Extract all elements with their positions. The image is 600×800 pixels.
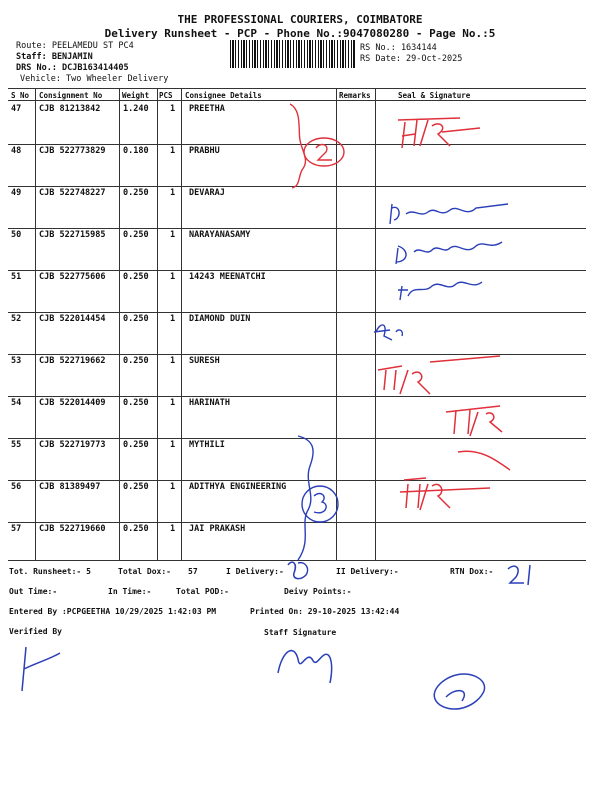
row-consignee: HARINATH: [189, 398, 230, 408]
entered-by: Entered By :PCPGEETHA 10/29/2025 1:42:03 PM: [9, 607, 217, 616]
delivery-points: Deivy Points:-: [284, 587, 352, 596]
row-pcs: 1: [170, 314, 176, 324]
row-consignee: PRABHU: [189, 146, 220, 156]
col-header-weight: Weight: [122, 91, 150, 100]
blue-signature: [374, 204, 508, 340]
row-consignee: NARAYANASAMY: [189, 230, 251, 240]
handwritten-marks: [280, 100, 600, 580]
column-divider: [157, 88, 158, 560]
row-consignment: CJB 522748227: [39, 188, 106, 198]
out-time: Out Time:-: [9, 587, 58, 596]
row-pcs: 1: [170, 104, 176, 114]
row-sno: 49: [11, 188, 22, 198]
printed-on: Printed On: 29-10-2025 13:42:44: [250, 607, 400, 616]
col-header-seal: Seal & Signature: [398, 91, 471, 100]
row-weight: 1.240: [123, 104, 149, 114]
row-weight: 0.250: [123, 398, 149, 408]
row-weight: 0.180: [123, 146, 149, 156]
ii-delivery-label: II Delivery:-: [336, 567, 399, 576]
rs-date: RS Date: 29-Oct-2025: [360, 54, 463, 64]
row-consignee: 14243 MEENATCHI: [189, 272, 266, 282]
row-pcs: 1: [170, 356, 176, 366]
staff-signature: [278, 651, 332, 683]
row-sno: 55: [11, 440, 22, 450]
row-sno: 57: [11, 524, 22, 534]
runsheet-subtitle: Delivery Runsheet - PCP - Phone No.:9047080280 - Page No.:5: [104, 27, 496, 40]
rtn-dox-handwriting: [508, 565, 530, 585]
row-pcs: 1: [170, 188, 176, 198]
row-pcs: 1: [170, 524, 176, 534]
row-weight: 0.250: [123, 272, 149, 282]
row-sno: 47: [11, 104, 22, 114]
row-consignee: DIAMOND DUIN: [189, 314, 251, 324]
blue-bracket-mark: [298, 436, 338, 560]
row-consignee: PREETHA: [189, 104, 225, 114]
row-weight: 0.250: [123, 230, 149, 240]
row-weight: 0.250: [123, 482, 149, 492]
column-divider: [35, 88, 36, 560]
in-time: In Time:-: [108, 587, 152, 596]
row-sno: 54: [11, 398, 22, 408]
red-hr-mark: [398, 118, 480, 148]
row-consignment: CJB 522014409: [39, 398, 106, 408]
row-consignment: CJB 522775606: [39, 272, 106, 282]
drs-number: DRS No.: DCJB163414405: [16, 63, 129, 73]
rs-number: RS No.: 1634144: [360, 43, 437, 53]
row-sno: 48: [11, 146, 22, 156]
col-header-remarks: Remarks: [339, 91, 371, 100]
total-runsheet: Tot. Runsheet:- 5: [9, 567, 91, 576]
verifier-signature: [22, 647, 60, 691]
row-pcs: 1: [170, 230, 176, 240]
row-pcs: 1: [170, 146, 176, 156]
row-consignment: CJB 522715985: [39, 230, 106, 240]
total-dox-label: Total Dox:-: [118, 567, 171, 576]
row-consignee: JAI PRAKASH: [189, 524, 246, 534]
row-consignment: CJB 522014454: [39, 314, 106, 324]
red-bracket-mark: [290, 104, 344, 188]
row-sno: 52: [11, 314, 22, 324]
row-consignment: CJB 522719773: [39, 440, 106, 450]
verified-by: Verified By: [9, 627, 62, 636]
row-pcs: 1: [170, 272, 176, 282]
row-consignment: CJB 522719660: [39, 524, 106, 534]
circled-6-mark: [434, 674, 484, 709]
company-title: THE PROFESSIONAL COURIERS, COIMBATORE: [177, 13, 423, 26]
column-divider: [119, 88, 120, 560]
col-header-sno: S No: [11, 91, 30, 100]
row-consignment: CJB 81213842: [39, 104, 101, 114]
staff-signature-label: Staff Signature: [264, 628, 337, 637]
col-header-consignee: Consignee Details: [185, 91, 262, 100]
i-delivery-label: I Delivery:-: [226, 567, 284, 576]
table-top-border: [8, 88, 586, 89]
rtn-dox-label: RTN Dox:-: [450, 567, 494, 576]
row-consignment: CJB 522719662: [39, 356, 106, 366]
row-sno: 53: [11, 356, 22, 366]
col-header-consignment: Consignment No: [39, 91, 103, 100]
row-weight: 0.250: [123, 188, 149, 198]
row-pcs: 1: [170, 398, 176, 408]
row-weight: 0.250: [123, 440, 149, 450]
row-weight: 0.250: [123, 524, 149, 534]
row-weight: 0.250: [123, 314, 149, 324]
row-consignee: DEVARAJ: [189, 188, 225, 198]
column-divider: [181, 88, 182, 560]
col-header-pcs: PCS: [159, 91, 173, 100]
i-delivery-handwriting: [288, 562, 308, 578]
barcode: [230, 40, 355, 68]
total-pod: Total POD:-: [176, 587, 229, 596]
row-sno: 56: [11, 482, 22, 492]
staff-text: Staff: BENJAMIN: [16, 52, 93, 62]
route-text: Route: PEELAMEDU ST PC4: [16, 41, 134, 51]
row-weight: 0.250: [123, 356, 149, 366]
row-pcs: 1: [170, 440, 176, 450]
row-consignee: SURESH: [189, 356, 220, 366]
vehicle-text: Vehicle: Two Wheeler Delivery: [20, 74, 169, 84]
row-consignment: CJB 81389497: [39, 482, 101, 492]
row-consignment: CJB 522773829: [39, 146, 106, 156]
row-sno: 51: [11, 272, 22, 282]
row-consignee: MYTHILI: [189, 440, 225, 450]
row-consignee: ADITHYA ENGINEERING: [189, 482, 287, 492]
row-pcs: 1: [170, 482, 176, 492]
footer-handwriting: [0, 555, 600, 800]
row-sno: 50: [11, 230, 22, 240]
total-dox-value: 57: [188, 567, 198, 576]
red-hr-mark: [378, 356, 510, 510]
